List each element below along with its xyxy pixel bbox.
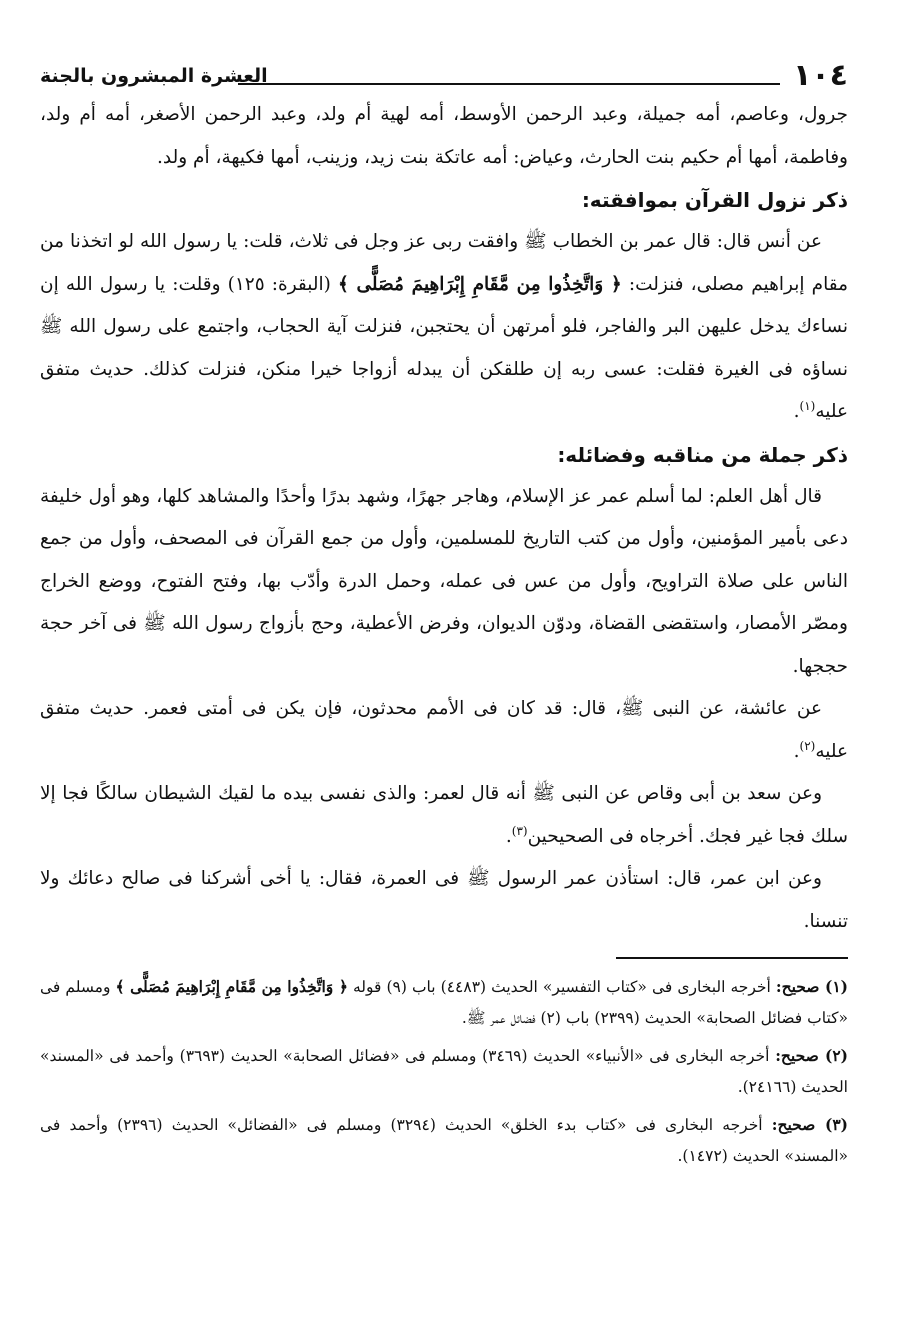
intro-text: جرول، وعاصم، أمه جميلة، وعبد الرحمن الأوسط، أمه لهية أم ولد، وعبد الرحمن الأصغر، أمه أم ولد، وفاطمة، أمها أم حكيم بنت الحارث، وعياض: أمه عاتكة بنت زيد، وزينب، أمها فكيهة، أم ولد.: [40, 104, 848, 168]
running-title: العشرة المبشرون بالجنة: [40, 65, 268, 87]
footnote-1: [40, 971, 848, 1034]
saad-hadith-text: وعن سعد بن أبى وقاص عن النبى ﷺ أنه قال لعمر: والذى نفسى بيده ما لقيك الشيطان سالكًا فجا إلا سلك فجا غير فجك. أخرجاه فى الصحيحين: [40, 783, 848, 847]
footnote-1-quran: ﴿ وَاتَّخِذُوا مِن مَّقَامِ إِبْرَاهِيمَ مُصَلًّى ﴾: [115, 977, 348, 996]
saad-hadith-paragraph: [40, 773, 848, 858]
footnote-2: [40, 1040, 848, 1103]
footnote-3-label: (٣) صحيح:: [771, 1115, 848, 1134]
footnote-1-label: (١) صحيح:: [775, 977, 848, 996]
footnote-2-label: (٢) صحيح:: [775, 1046, 848, 1065]
footnote-separator: [616, 957, 848, 959]
footnote-2-text: أخرجه البخارى فى «الأنبياء» الحديث (٣٤٦٩) ومسلم فى «فضائل الصحابة» الحديث (٣٦٩٣) وأحمد فى «المسند» الحديث (٢٤١٦٦).: [40, 1047, 848, 1096]
page-header: [40, 58, 848, 94]
ibn-umar-text: وعن ابن عمر، قال: استأذن عمر الرسول ﷺ فى العمرة، فقال: يا أخى أشركنا فى صالح دعائك ولا تنسنا.: [40, 868, 848, 932]
quran-verse: ﴿ وَاتَّخِذُوا مِن مَّقَامِ إِبْرَاهِيمَ مُصَلًّى ﴾: [337, 273, 622, 295]
aisha-hadith-paragraph: [40, 688, 848, 773]
book-page: [40, 58, 848, 1178]
footnote-1-text-start: أخرجه البخارى فى «كتاب التفسير» الحديث (٤٤٨٣) باب (٩) قوله: [347, 978, 776, 996]
footnote-1-text-end: ومسلم فى «كتاب فضائل الصحابة» الحديث (٢٣٩٩) باب (٢) فضائل عمر ﷺ.: [40, 978, 848, 1027]
footnote-ref-2[interactable]: (٢): [799, 738, 816, 753]
footnotes: [40, 971, 848, 1172]
ibn-umar-paragraph: [40, 858, 848, 943]
anas-hadith-paragraph: [40, 221, 848, 434]
footnote-3: [40, 1109, 848, 1172]
anas-hadith-end: (البقرة: ١٢٥) وقلت: يا رسول الله إن نساءك يدخل عليهن البر والفاجر، فلو أمرتهن أن يحتجبن، فنزلت آية الحجاب، واجتمع على رسول الله ﷺ نساؤه فى الغيرة فقلت: عسى ربه إن طلقكن أن يبدله أزواجا خيرا منكن، فنزلت كذلك. حديث متفق عليه: [40, 273, 848, 422]
page-number: ١٠٤: [793, 58, 848, 93]
virtues-paragraph: [40, 476, 848, 689]
body-text: [40, 94, 848, 943]
virtues-text: قال أهل العلم: لما أسلم عمر عز الإسلام، وهاجر جهرًا، وشهد بدرًا وأحدًا والمشاهد كلها، وهو أول خليفة دعى بأمير المؤمنين، وأول من كتب التاريخ للمسلمين، وأول من جمع القرآن فى المصحف، وأول من جمع الناس على صلاة التراويح، وأول من عس فى عمله، وحمل الدرة وأدّب بها، وفتح الفتوح، ووضع الخراج ومصّر الأمصار، واستقضى القضاة، ودوّن الديوان، وفرض الأعطية، وحج بأزواج رسول الله ﷺ فى آخر حجة حججها.: [40, 485, 848, 677]
anas-hadith-start: عن أنس قال: قال عمر بن الخطاب ﷺ وافقت ربى عز وجل فى ثلاث، قلت: يا رسول الله لو اتخذنا من مقام إبراهيم مصلى، فنزلت:: [40, 231, 848, 295]
section-heading-virtues: ذكر جملة من مناقبه وفضائله:: [557, 442, 848, 467]
footnote-ref-1[interactable]: (١): [799, 398, 816, 413]
header-rule: [238, 83, 780, 85]
aisha-hadith-tail: .: [793, 740, 800, 762]
footnote-3-text: أخرجه البخارى فى «كتاب بدء الخلق» الحديث (٣٢٩٤) ومسلم فى «الفضائل» الحديث (٢٣٩٦) وأحمد فى «المسند» الحديث (١٤٧٢).: [40, 1116, 848, 1165]
section-heading-quran-agreement: ذكر نزول القرآن بموافقته:: [581, 188, 848, 212]
intro-paragraph: [40, 94, 848, 179]
footnote-ref-3[interactable]: (٣): [511, 823, 528, 838]
aisha-hadith-text: عن عائشة، عن النبى ﷺ، قال: قد كان فى الأمم محدثون، فإن يكن فى أمتى فعمر. حديث متفق عليه: [40, 698, 848, 762]
saad-hadith-tail: .: [505, 825, 512, 847]
anas-hadith-tail: .: [793, 401, 800, 422]
